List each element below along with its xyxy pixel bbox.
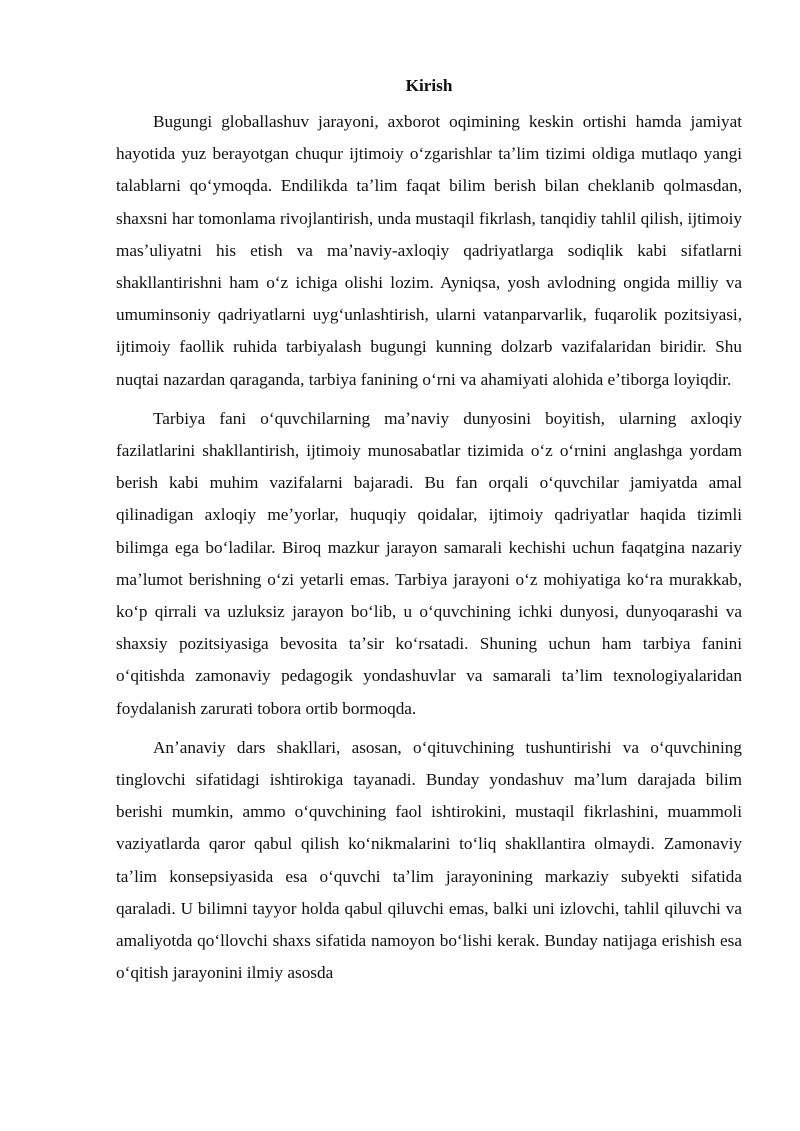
paragraph-1: Bugungi globallashuv jarayoni, axborot oqimining keskin ortishi hamda jamiyat hayotida yuz berayotgan chuqur ijtimoiy oʻzgarishlar taʼlim tizimi oldiga mutlaqo yangi talablarni qoʻymoqda. Endilikda taʼlim faqat bilim berish bilan cheklanib qolmasdan, shaxsni har tomonlama rivojlantirish, unda mustaqil fikrlash, tanqidiy tahlil qilish, ijtimoiy masʼuliyatni his etish va maʼnaviy-axloqiy qadriyatlarga sodiqlik kabi sifatlarni shakllantirishni ham oʻz ichiga olishi lozim. Ayniqsa, yosh avlodning ongida milliy va umuminsoniy qadriyatlarni uygʻunlashtirish, ularni vatanparvarlik, fuqarolik pozitsiyasi, ijtimoiy faollik ruhida tarbiyalash bugungi kunning dolzarb vazifalaridan biridir. Shu nuqtai nazardan qaraganda, tarbiya fanining oʻrni va ahamiyati alohida eʼtiborga loyiqdir. (116, 112, 742, 389)
document-page (116, 70, 742, 996)
paragraph-2: Tarbiya fani oʻquvchilarning maʼnaviy dunyosini boyitish, ularning axloqiy fazilatlarini shakllantirish, ijtimoiy munosabatlar tizimida oʻz oʻrnini anglashga yordam berish kabi muhim vazifalarni bajaradi. Bu fan orqali oʻquvchilar jamiyatda amal qilinadigan axloqiy meʼyorlar, huquqiy qoidalar, ijtimoiy qadriyatlar haqida tizimli bilimga ega boʻladilar. Biroq mazkur jarayon samarali kechishi uchun faqatgina nazariy maʼlumot berishning oʻzi yetarli emas. Tarbiya jarayoni oʻz mohiyatiga koʻra murakkab, koʻp qirrali va uzluksiz jarayon boʻlib, u oʻquvchining ichki dunyosi, dunyoqarashi va shaxsiy pozitsiyasiga bevosita taʼsir koʻrsatadi. Shuning uchun ham tarbiya fanini oʻqitishda zamonaviy pedagogik yondashuvlar va samarali taʼlim texnologiyalaridan foydalanish zarurati tobora ortib bormoqda. (116, 408, 742, 718)
paragraph-3: Anʼanaviy dars shakllari, asosan, oʻqituvchining tushuntirishi va oʻquvchining tinglovchi sifatidagi ishtirokiga tayanadi. Bunday yondashuv maʼlum darajada bilim berishi mumkin, ammo oʻquvchining faol ishtirokini, mustaqil fikrlashini, muammoli vaziyatlarda qaror qabul qilish koʻnikmalarini toʻliq shakllantira olmaydi. Zamonaviy taʼlim konsepsiyasida esa oʻquvchi taʼlim jarayonining markaziy subyekti sifatida qaraladi. U bilimni tayyor holda qabul qiluvchi emas, balki uni izlovchi, tahlil qiluvchi va amaliyotda qoʻllovchi shaxs sifatida namoyon boʻlishi kerak. Bunday natijaga erishish esa oʻqitish jarayonini ilmiy asosda (116, 737, 742, 983)
section-title: Kirish (405, 76, 453, 95)
